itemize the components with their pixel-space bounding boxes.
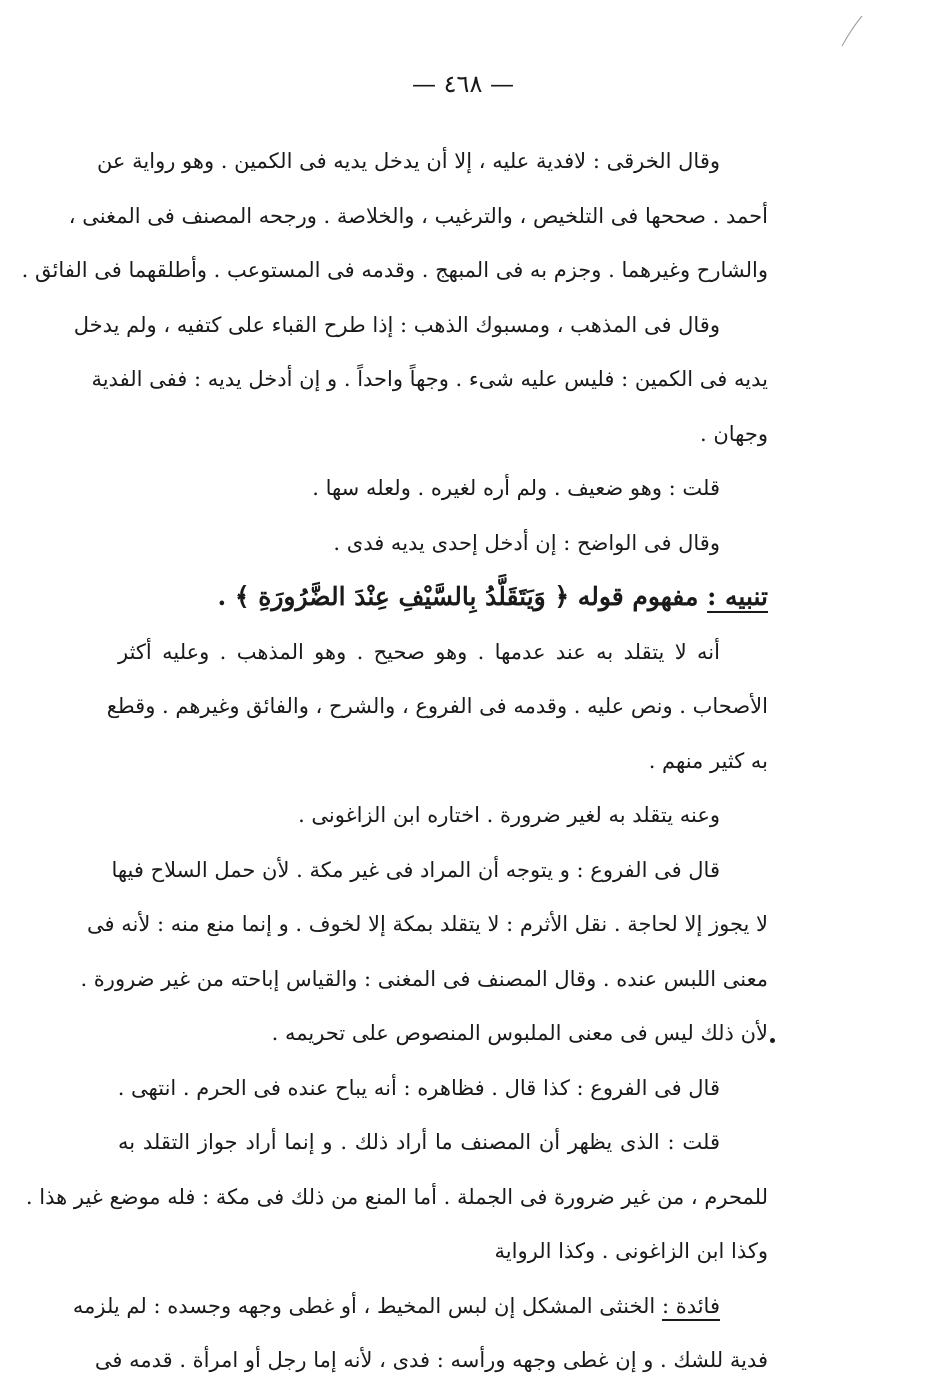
text-line: قلت : الذى يظهر أن المصنف ما أراد ذلك . و إنما أراد جواز التقلد به [118, 1130, 720, 1154]
text-line: وجهان . [700, 421, 768, 446]
text-line: وكذا ابن الزاغونى . وكذا الرواية [494, 1239, 768, 1263]
margin-dot [770, 1038, 775, 1043]
section-heading-tanbih [118, 570, 768, 625]
text-line: وقال فى الواضح : إن أدخل إحدى يديه فدى . [333, 530, 720, 555]
text-line: به كثير منهم . [648, 748, 768, 773]
text-line: معنى اللبس عنده . وقال المصنف فى المغنى : والقياس إباحته من غير ضرورة . [80, 966, 768, 991]
text-line: وقال الخرقى : لافدية عليه ، إلا أن يدخل يديه فى الكمين . وهو رواية عن [96, 149, 720, 173]
text-line: قال فى الفروع : كذا قال . فظاهره : أنه يباح عنده فى الحرم . انتهى . [117, 1075, 720, 1100]
main-text [21, 134, 768, 1388]
text-line: أنه لا يتقلد به عند عدمها . وهو صحيح . وهو المذهب . وعليه أكثر [118, 639, 720, 664]
section-faida [72, 1279, 768, 1334]
tanbih-label: تنبيه : [707, 582, 768, 611]
text-line: فدية للشك . و إن غطى وجهه ورأسه : فدى ، لأنه إما رجل أو امرأة . قدمه فى [94, 1348, 768, 1372]
text-line: لأن ذلك ليس فى معنى الملبوس المنصوص على تحريمه . [271, 1021, 768, 1045]
text-line: والشارح وغيرهما . وجزم به فى المبهج . وقدمه فى المستوعب . وأطلقهما فى الفائق . [21, 258, 768, 282]
page-number: — ٤٦٨ — [412, 70, 514, 98]
page-corner-mark [840, 14, 864, 52]
text-line: قال فى الفروع : و يتوجه أن المراد فى غير مكة . لأن حمل السلاح فيها [111, 857, 720, 882]
text-line: يديه فى الكمين : فليس عليه شىء . وجهاً واحداً . و إن أدخل يديه : ففى الفدية [91, 367, 768, 391]
faida-text: الخنثى المشكل إن لبس المخيط ، أو غطى وجهه وجسده : لم يلزمه [72, 1293, 656, 1318]
text-line: الأصحاب . ونص عليه . وقدمه فى الفروع ، والشرح ، والفائق وغيرهم . وقطع [106, 694, 768, 718]
text-line: قلت : وهو ضعيف . ولم أره لغيره . ولعله سها . [312, 476, 720, 500]
text-line: وعنه يتقلد به لغير ضرورة . اختاره ابن الزاغونى . [298, 803, 720, 827]
text-line: أحمد . صححها فى التلخيص ، والترغيب ، والخلاصة . ورجحه المصنف فى المغنى ، [68, 203, 768, 228]
text-line: للمحرم ، من غير ضرورة فى الجملة . أما المنع من ذلك فى مكة : فله موضع غير هذا . [25, 1184, 768, 1209]
text-line: وقال فى المذهب ، ومسبوك الذهب : إذا طرح القباء على كتفيه ، ولم يدخل [73, 312, 720, 337]
faida-label: فائدة : [661, 1293, 720, 1318]
quran-quote-line: مفهوم قوله ﴿ وَيَتَقَلَّدُ بِالسَّيْفِ عِنْدَ الضَّرُورَةِ ﴾ . [217, 582, 699, 611]
text-line: لا يجوز إلا لحاجة . نقل الأثرم : لا يتقلد بمكة إلا لخوف . و إنما منع منه : لأنه فى [87, 912, 768, 936]
